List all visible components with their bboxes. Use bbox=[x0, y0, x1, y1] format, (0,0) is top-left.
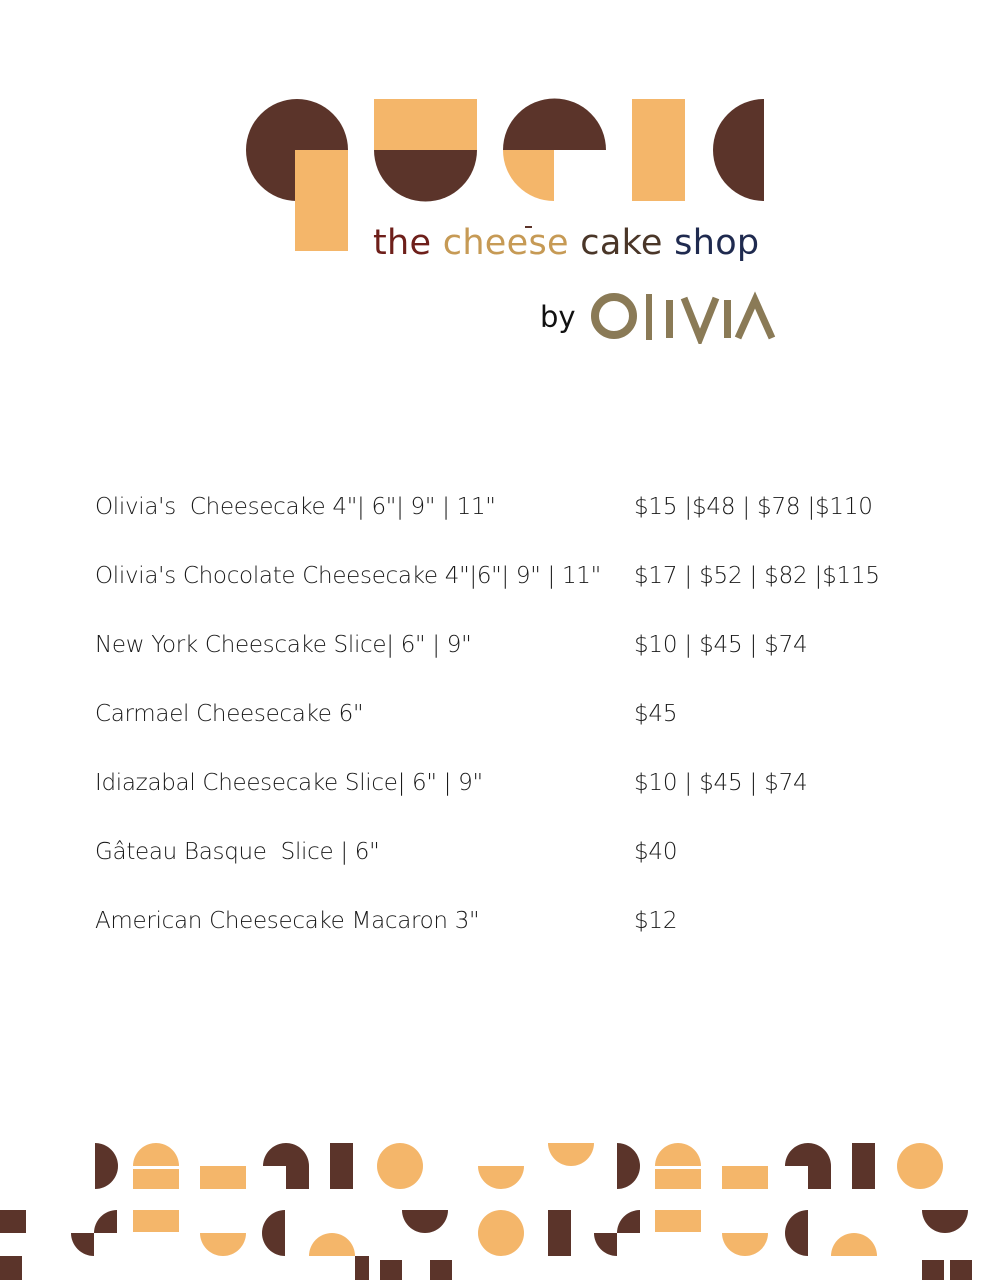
menu-item-price: $45 bbox=[634, 701, 678, 727]
menu-row bbox=[95, 632, 935, 701]
tagline-the: the bbox=[373, 223, 432, 263]
logo-u-bowl bbox=[374, 150, 477, 202]
logo-half-circle bbox=[713, 99, 764, 201]
byline-by: by bbox=[540, 300, 576, 334]
menu-item-price: $15 |$48 | $78 |$110 bbox=[634, 494, 873, 520]
menu-item-name: Olivia's Chocolate Cheesecake 4"|6"| 9" | 11" bbox=[95, 563, 601, 589]
menu-item-price: $10 | $45 | $74 bbox=[634, 632, 808, 658]
menu-item-price: $12 bbox=[634, 908, 678, 934]
menu-item-name: American Cheesecake Macaron 3" bbox=[95, 908, 480, 934]
menu-row bbox=[95, 494, 935, 563]
tagline-shop: shop bbox=[674, 223, 760, 263]
menu-item-name: Carmael Cheesecake 6" bbox=[95, 701, 364, 727]
menu-item-price: $40 bbox=[634, 839, 678, 865]
menu-item-name: Olivia's Cheesecake 4"| 6"| 9" | 11" bbox=[95, 494, 496, 520]
menu-row bbox=[95, 839, 935, 908]
menu-item-name: Gâteau Basque Slice | 6" bbox=[95, 839, 380, 865]
olivia-logotype bbox=[590, 288, 776, 344]
pattern-row-3 bbox=[0, 1256, 972, 1280]
menu-row bbox=[95, 908, 935, 977]
brand-logo-mark bbox=[0, 0, 983, 260]
menu-item-price: $10 | $45 | $74 bbox=[634, 770, 808, 796]
menu-list bbox=[95, 494, 935, 977]
logo-e-bottom bbox=[503, 150, 554, 201]
pattern-row-1 bbox=[95, 1143, 943, 1189]
menu-item-price: $17 | $52 | $82 |$115 bbox=[634, 563, 880, 589]
logo-u-top bbox=[374, 99, 477, 150]
brand-tagline bbox=[373, 223, 760, 263]
logo-q-stem bbox=[295, 150, 348, 251]
pattern-row-2 bbox=[0, 1210, 968, 1256]
tagline-cake: cake bbox=[580, 223, 663, 263]
logo-e-top bbox=[503, 99, 606, 150]
menu-item-name: New York Cheescake Slice| 6" | 9" bbox=[95, 632, 472, 658]
menu-row bbox=[95, 770, 935, 839]
decorative-pattern bbox=[0, 1120, 983, 1280]
brand-byline bbox=[540, 286, 776, 346]
menu-row bbox=[95, 701, 935, 770]
logo-i-bar bbox=[632, 99, 685, 201]
menu-row bbox=[95, 563, 935, 632]
tagline-cheese: cheese bbox=[442, 223, 569, 263]
menu-item-name: Idiazabal Cheesecake Slice| 6" | 9" bbox=[95, 770, 483, 796]
